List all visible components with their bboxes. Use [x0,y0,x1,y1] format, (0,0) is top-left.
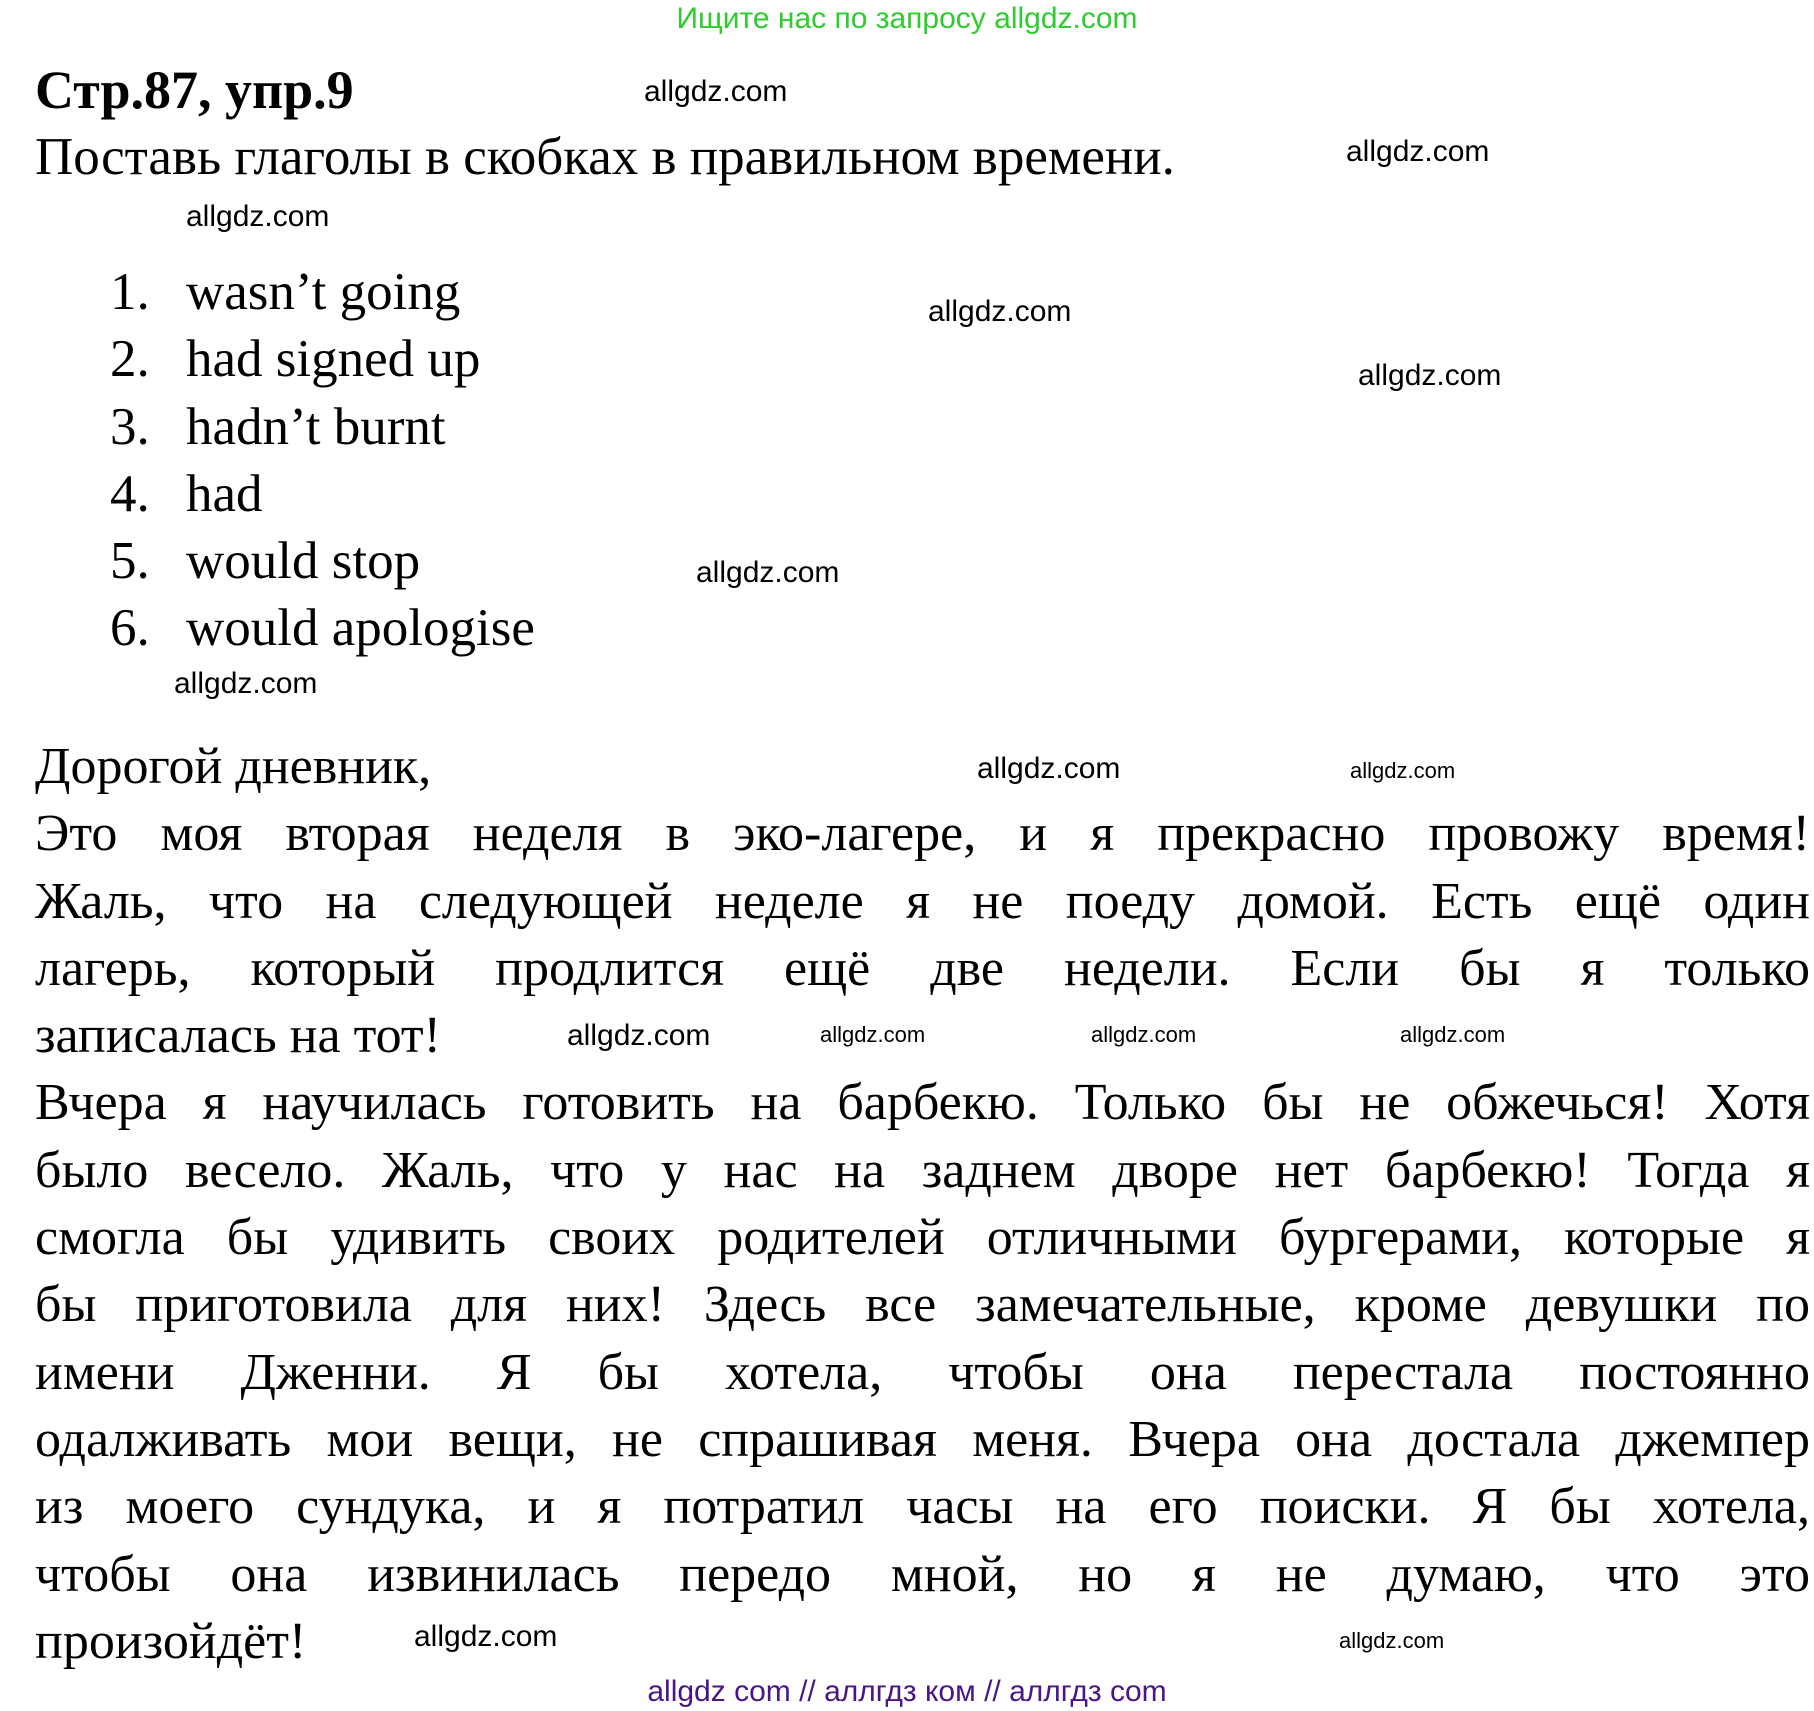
list-item [110,528,535,595]
item-text: hadn’t burnt [186,397,446,456]
text-line: Это моя вторая неделя в эко-лагере, и я прекрасно провожу время! [35,805,1810,863]
text-line: Дорогой дневник, [35,738,432,795]
page-title: Стр.87, упр.9 [35,60,354,120]
text-line: из моего сундука, и я потратил часы на его поиски. Я бы хотела, [35,1478,1810,1536]
watermark: allgdz.com [820,1022,926,1047]
watermark: allgdz.com [644,75,788,108]
text-line: чтобы она извинилась передо мной, но я не думаю, что это [35,1545,1810,1603]
watermark: allgdz.com [1350,758,1456,783]
text-line: смогла бы удивить своих родителей отличными бургерами, которые я [35,1209,1810,1267]
watermark: allgdz.com [1358,359,1502,392]
list-item [110,326,535,393]
text-line: Вчера я научилась готовить на барбекю. Только бы не обжечься! Хотя [35,1074,1810,1132]
watermark: allgdz.com [186,200,330,233]
answer-list [110,259,535,663]
list-item [110,461,535,528]
watermark: allgdz.com [174,667,318,700]
watermark: allgdz.com [1339,1628,1445,1653]
watermark: allgdz.com [696,556,840,589]
item-number: 3. [110,397,150,456]
watermark: allgdz.com [567,1019,711,1052]
watermark: allgdz.com [1091,1022,1197,1047]
text-line: было весело. Жаль, что у нас на заднем дворе нет барбекю! Тогда я [35,1141,1810,1199]
list-item [110,259,535,326]
item-number: 5. [110,532,150,591]
text-line: бы приготовила для них! Здесь все замечательные, кроме девушки по [35,1276,1810,1334]
item-text: would apologise [186,599,535,658]
text-line: имени Дженни. Я бы хотела, чтобы она перестала постоянно [35,1343,1810,1401]
text-line: лагерь, который продлится ещё две недели. Если бы я только [35,939,1810,997]
text-line: Жаль, что на следующей неделе я не поеду домой. Есть ещё один [35,872,1810,930]
item-text: had [186,464,263,523]
watermark: allgdz.com [1400,1022,1506,1047]
list-item [110,595,535,662]
watermark: allgdz.com [928,295,1072,328]
item-number: 4. [110,464,150,523]
item-number: 6. [110,599,150,658]
list-item [110,394,535,461]
item-number: 2. [110,330,150,389]
text-line: одалживать мои вещи, не спрашивая меня. Вчера она достала джемпер [35,1410,1810,1468]
text-line: записалась на тот! [35,1007,441,1065]
item-text: would stop [186,532,421,591]
item-text: wasn’t going [186,263,461,321]
item-number: 1. [110,263,150,321]
watermark: allgdz.com [977,752,1121,785]
text-line: произойдёт! [35,1612,307,1670]
watermark: allgdz.com [414,1620,558,1653]
translation-paragraph [35,733,1810,1675]
search-banner: Ищите нас по запросу allgdz.com [676,2,1138,35]
footer-watermark: allgdz com // аллгдз ком // аллгдз com [647,1675,1167,1708]
item-text: had signed up [186,330,481,389]
watermark: allgdz.com [1346,135,1490,168]
exercise-instruction: Поставь глаголы в скобках в правильном времени. [35,128,1175,186]
